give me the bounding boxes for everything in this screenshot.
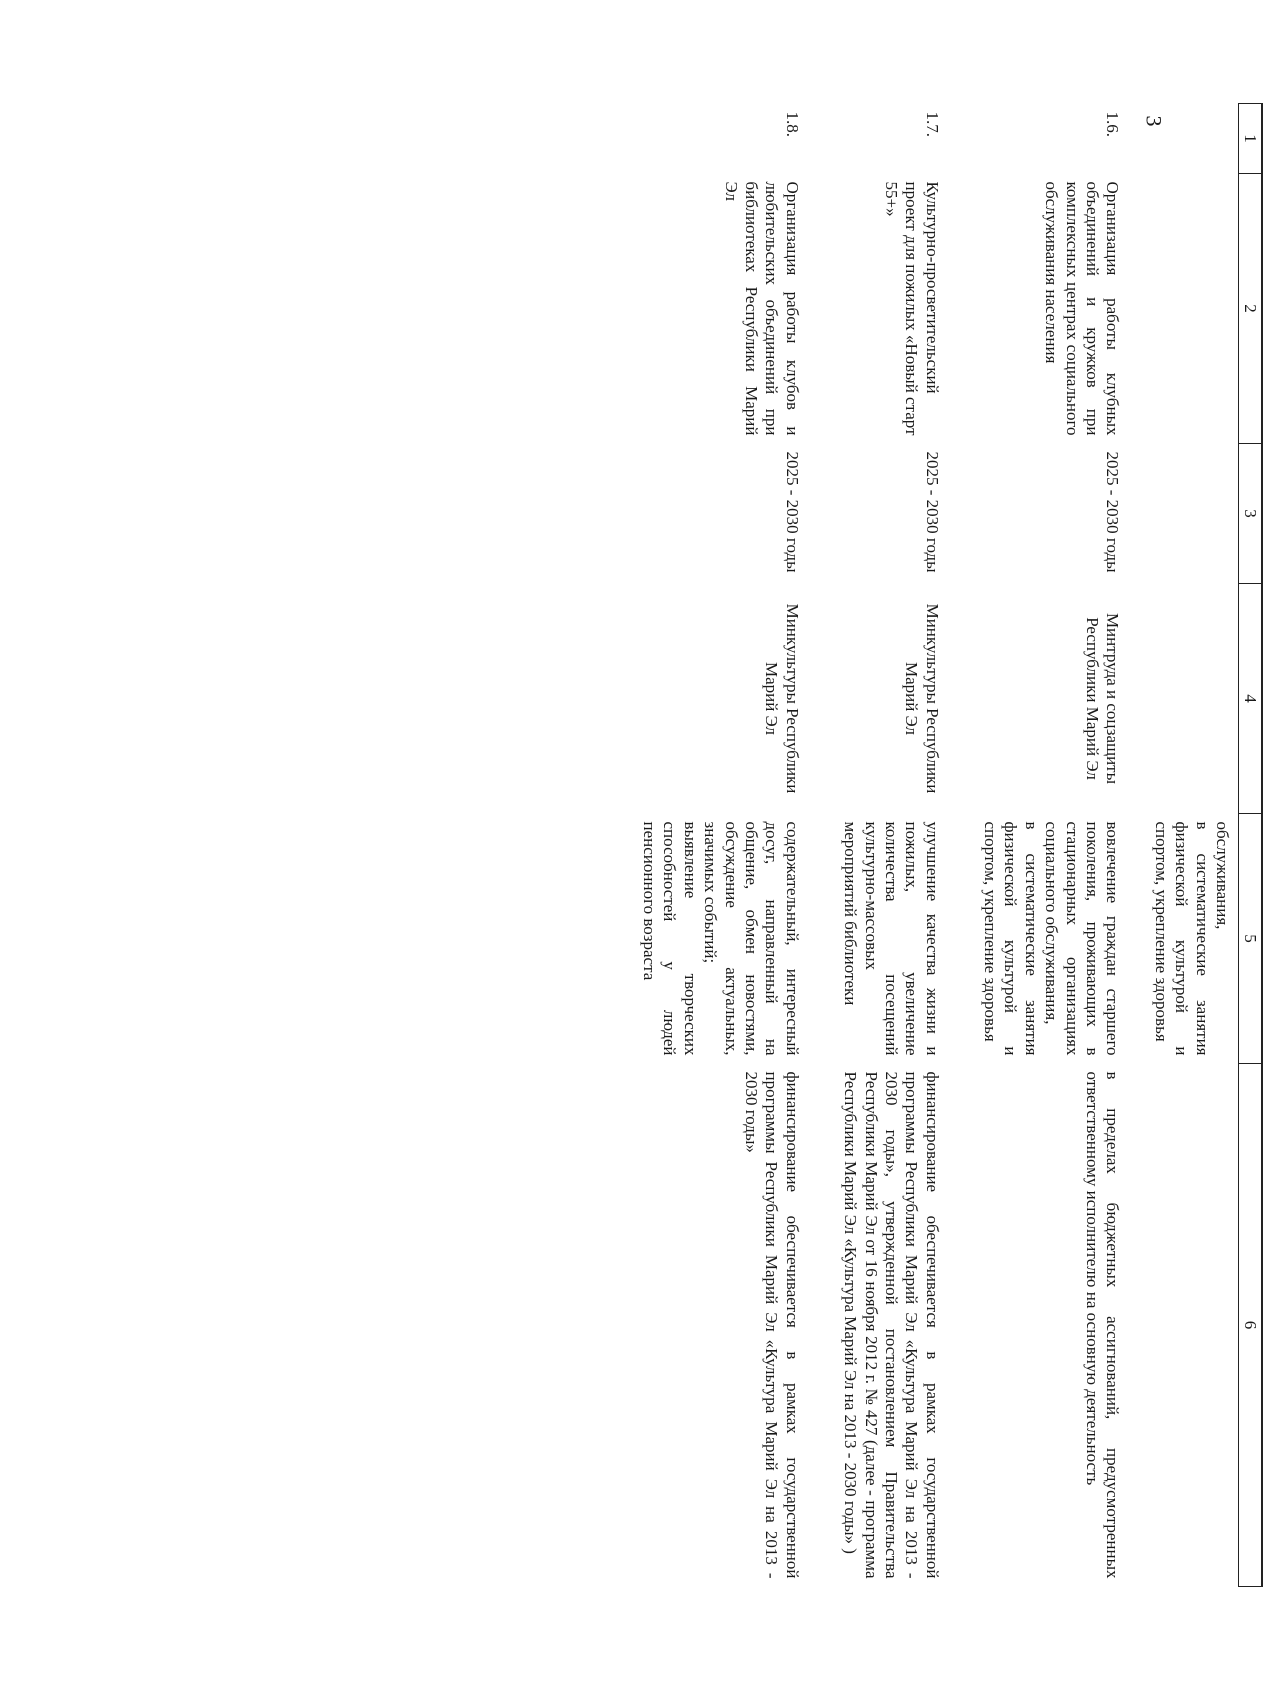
table-row [952, 104, 1133, 1587]
row-responsible: Минкультуры Республики Марий Эл [902, 603, 942, 794]
header-col-1: 1 [1239, 104, 1263, 174]
table-row [812, 104, 952, 1587]
row-event: Организация работы клубных объединений и кружков при комплексных центрах социального обслуживания населения [1042, 181, 1123, 436]
row-number: 1.8. [782, 111, 802, 137]
row-result: содержательный, интересный досуг, направленный на общение, обмен новостями, обсуждение актуальных, значимых событий; выявление творческих способностей у людей пенсионного возраста [640, 821, 802, 1056]
row-term: 2025 - 2030 годы [1103, 451, 1123, 573]
row-event: Культурно-просветительский проект для пожилых «Новый старт 55+» [881, 181, 942, 436]
measures-table [611, 103, 1263, 1587]
row-term: 2025 - 2030 годы [922, 451, 942, 573]
continuation-result: обслуживания, в систематические занятия физической культурой и спортом, укрепление здоровья [1151, 821, 1232, 1056]
row-number: 1.6. [1103, 111, 1123, 137]
row-term: 2025 - 2030 годы [782, 451, 802, 573]
header-col-2: 2 [1239, 174, 1263, 444]
row-financing: финансирование обеспечивается в рамках государственной программы Республики Марий Эл «Культура Марий Эл на 2013 - 2030 годы», утвержденной постановлением Правительства Республики Марий Эл от 16 ноября 2012 г. № 427 (далее - программа Республики Марий Эл «Культура Марий Эл на 2013 - 2030 годы» ) [841, 1071, 942, 1579]
row-responsible: Минтруда и соцзащиты Республики Марий Эл [1083, 612, 1123, 785]
row-result: вовлечение граждан старшего поколения, проживающих в стационарных организациях социального обслуживания, в систематические занятия физической культурой и спортом, укрепление здоровья [981, 821, 1123, 1056]
table-row [611, 104, 812, 1587]
row-number: 1.7. [922, 111, 942, 137]
row-event: Организация работы клубов и любительских объединений при библиотеках Республики Марий Эл [721, 181, 802, 436]
row-responsible: Минкультуры Республики Марий Эл [762, 603, 802, 794]
header-col-5: 5 [1239, 814, 1263, 1064]
row-financing: в пределах бюджетных ассигнований, предусмотренных ответственному исполнителю на основную деятельность [1083, 1071, 1123, 1579]
header-col-6: 6 [1239, 1064, 1263, 1587]
header-row [1239, 104, 1263, 1587]
page-number: 3 [1141, 115, 1167, 127]
header-col-3: 3 [1239, 444, 1263, 584]
row-result: улучшение качества жизни и пожилых, увеличение количества посещений культурно-массовых мероприятий библиотеки [841, 821, 942, 1056]
continuation-row [1132, 104, 1238, 1587]
row-financing: финансирование обеспечивается в рамках государственной программы Республики Марий Эл «Культура Марий Эл на 2013 - 2030 годы» [741, 1071, 802, 1579]
landscape-table-frame [230, 103, 1263, 1586]
header-col-4: 4 [1239, 584, 1263, 814]
